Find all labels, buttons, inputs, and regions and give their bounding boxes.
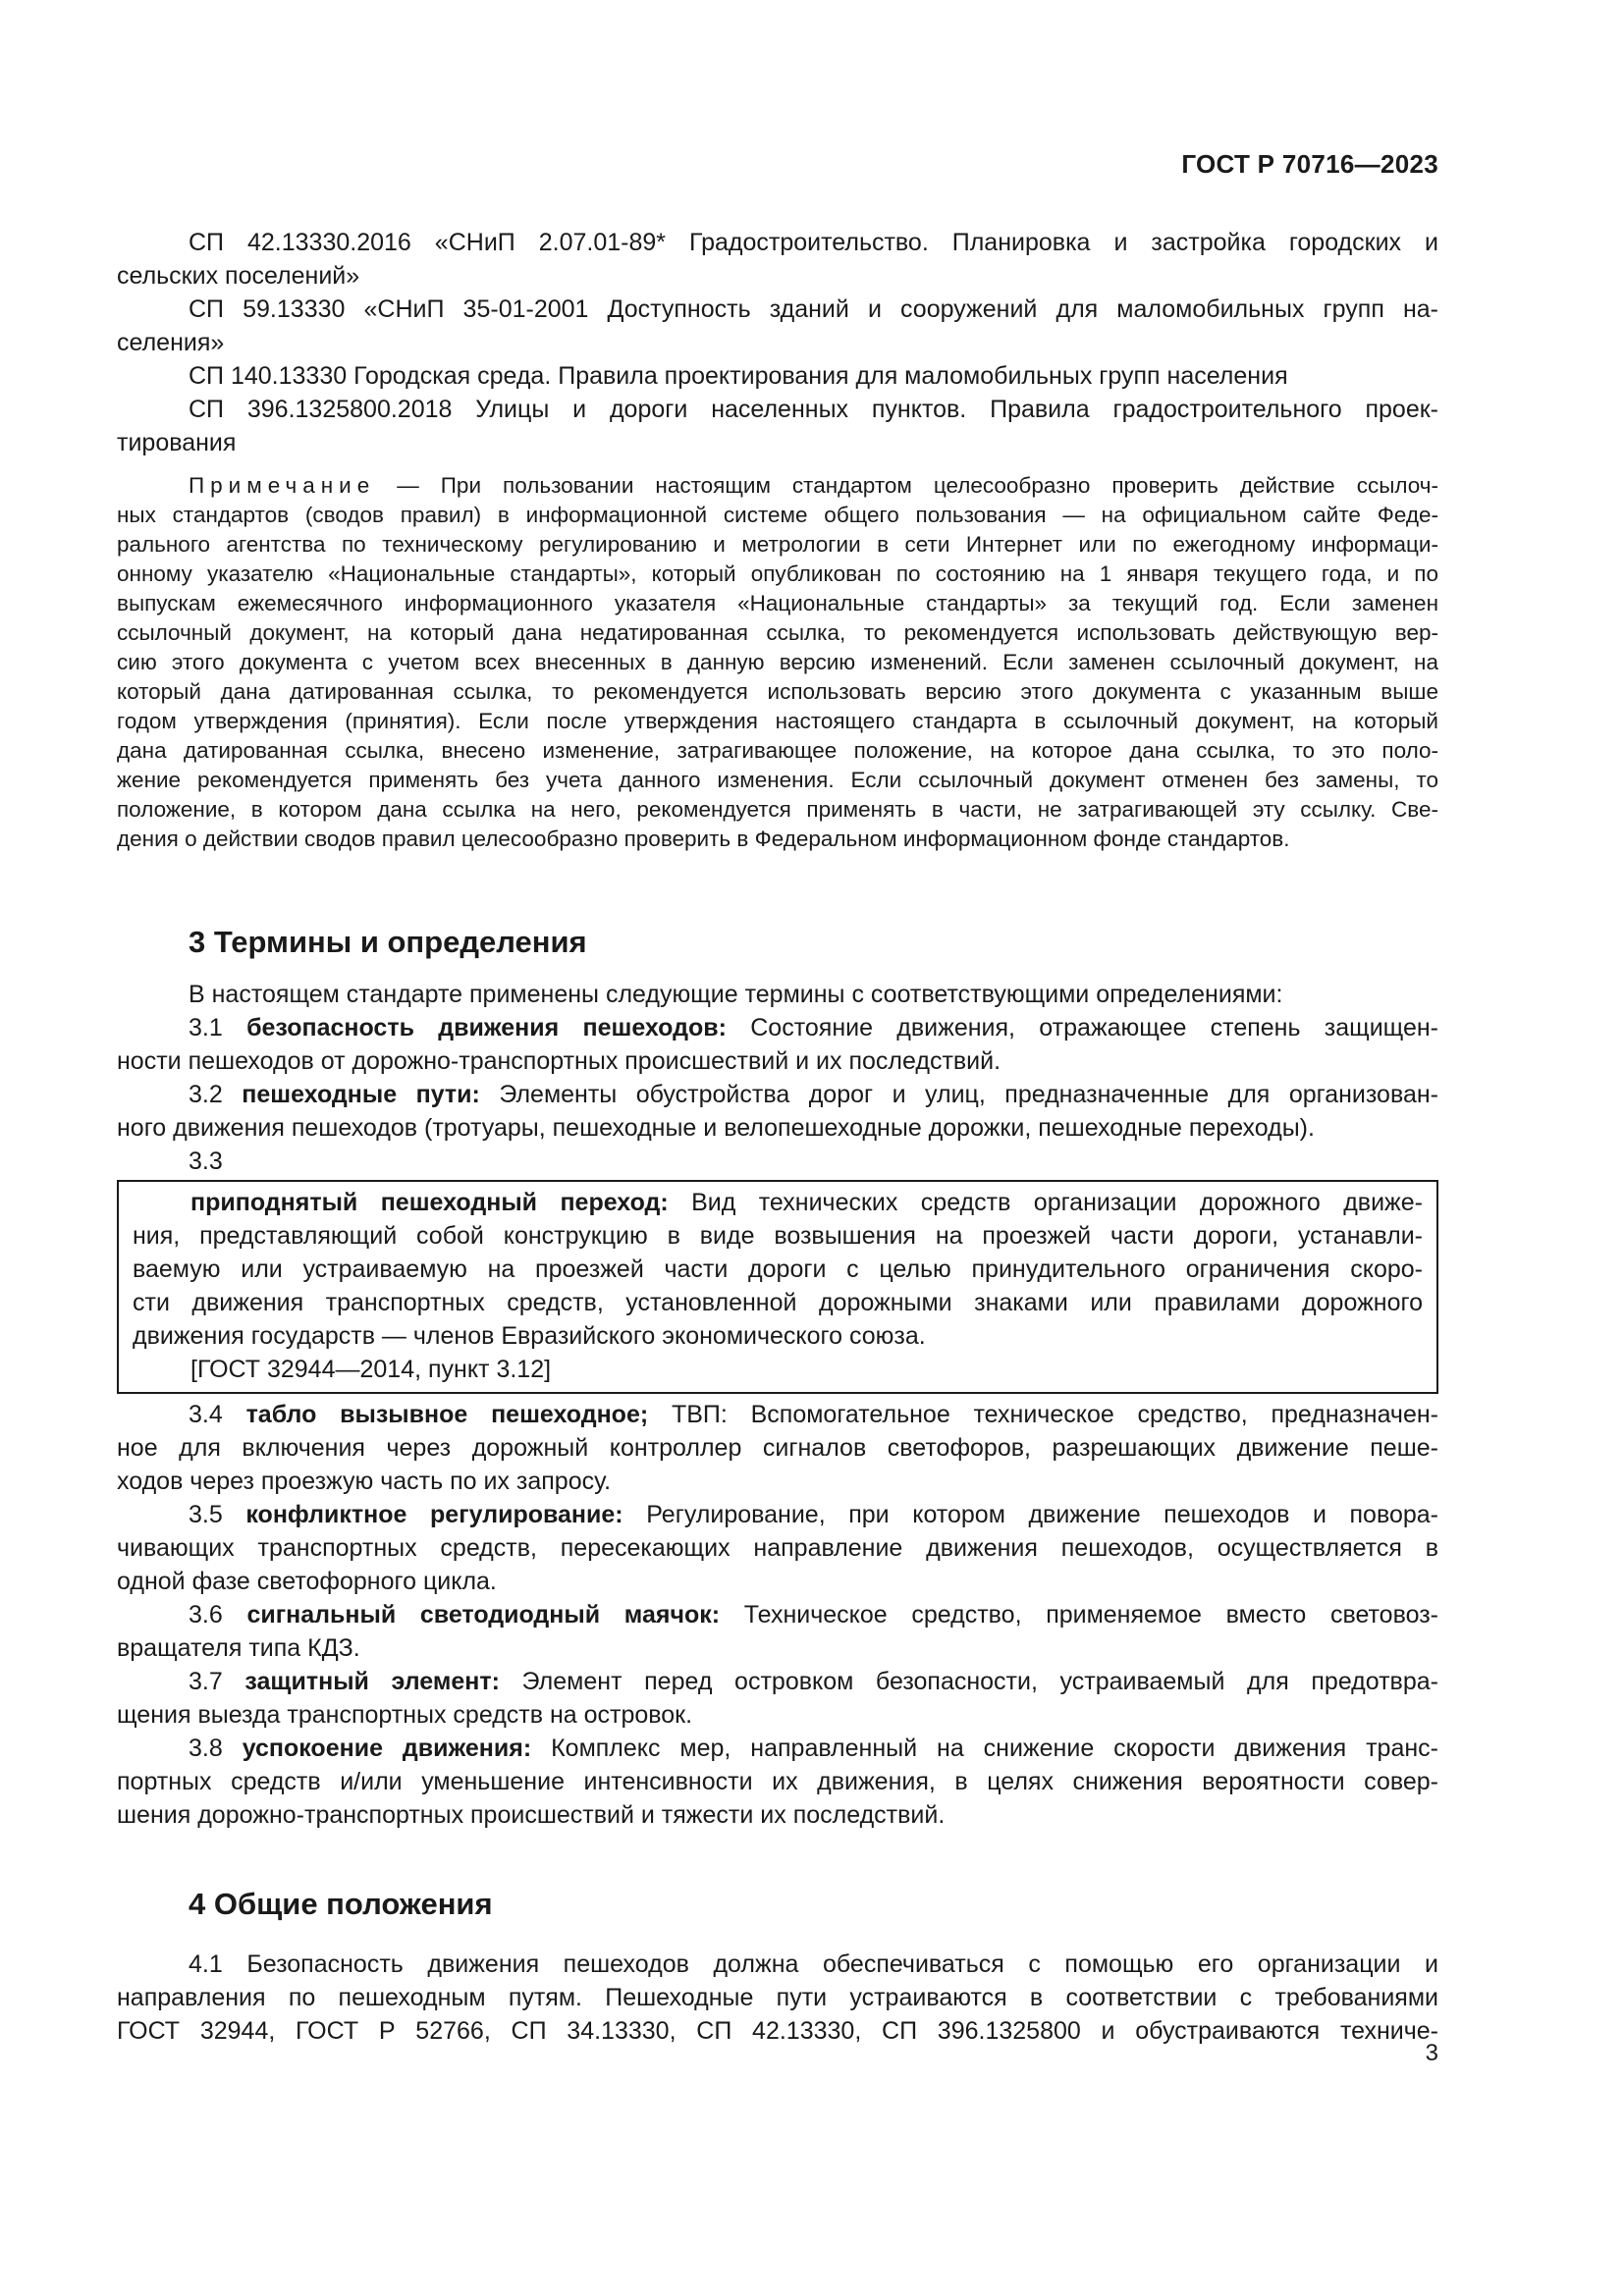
term-3-4: 3.4 табло вызывное пешеходное; ТВП: Вспомогательное техническое средство, предназначен- ное для включения через дорожный контроллер сигналов светофоров, разрешающих движение пеше- ходов через проезжую часть по их запросу. [117, 1401, 1438, 1495]
document-code: ГОСТ Р 70716—2023 [1181, 149, 1438, 179]
references-list [117, 226, 1438, 459]
term-3-3-definition-box: приподнятый пешеходный переход: Вид технических средств организации дорожного движе- ния, представляющий собой конструкцию в виде возвышения на проезжей части дороги, устанавли- ваемую или устраиваемую на проезжей части дороги с целью принудительного ограничения скоро- сти движения транспортных средств, установленной дорожными знаками или правилами дорожного движения государств — членов Евразийского экономического союза. [ГОСТ 32944—2014, пункт 3.12] [117, 1180, 1438, 1394]
term-name: табло вызывное пешеходное; [245, 1401, 649, 1428]
term-3-1: 3.1 безопасность движения пешеходов: Состояние движения, отражающее степень защищен- ности пешеходов от дорожно-транспортных происшествий и их последствий. [117, 1014, 1439, 1075]
term-name: приподнятый пешеходный переход: [190, 1189, 669, 1216]
term-name: безопасность движения пешеходов: [246, 1014, 727, 1041]
note-line: годом утверждения (принятия). Если после утверждения настоящего стандарта в ссылочный документ, на который [117, 709, 1438, 733]
note-line: ных стандартов (сводов правил) в информационной системе общего пользования — на официальном сайте Феде- [117, 503, 1438, 527]
note-line: положение, в котором дана ссылка на него, рекомендуется применять в части, не затрагивающей эту ссылку. Све- [117, 797, 1438, 822]
term-name: защитный элемент: [244, 1668, 500, 1695]
section-3-intro: В настоящем стандарте применены следующие термины с соответствующими определениями: [189, 981, 1283, 1008]
note-line: ссылочный документ, на который дана недатированная ссылка, то рекомендуется использовать действующую вер- [117, 620, 1438, 645]
section-4-body [117, 1948, 1438, 2048]
term-name: конфликтное регулирование: [245, 1501, 623, 1528]
term-source: [ГОСТ 32944—2014, пункт 3.12] [190, 1356, 552, 1383]
term-3-2: 3.2 пешеходные пути: Элементы обустройства дорог и улиц, предназначенные для организован- ного движения пешеходов (тротуары, пешеходные и велопешеходные дорожки, пешеходные переходы). [117, 1081, 1438, 1142]
note-line: рального агентства по техническому регулированию и метрологии в сети Интернет или по ежегодному информаци- [117, 532, 1438, 557]
note-line: жение рекомендуется применять без учета данного изменения. Если ссылочный документ отменен без замены, то [117, 768, 1438, 792]
term-name: сигнальный светодиодный маячок: [246, 1601, 721, 1629]
term-3-5: 3.5 конфликтное регулирование: Регулирование, при котором движение пешеходов и повора- чивающих транспортных средств, пересекающих направление движения пешеходов, осуществляется в одной фазе светофорного цикла. [117, 1501, 1438, 1595]
term-name: успокоение движения: [242, 1735, 532, 1762]
reference-item: СП 140.13330 Городская среда. Правила проектирования для маломобильных групп населения [189, 362, 1288, 390]
note-line: онному указателю «Национальные стандарты», который опубликован по состоянию на 1 января текущего года, и по [117, 561, 1438, 586]
reference-item: СП 59.13330 «СНиП 35-01-2001 Доступность зданий и сооружений для маломобильных групп на- селения» [117, 295, 1438, 356]
note-line: Примечание — При пользовании настоящим стандартом целесообразно проверить действие ссылоч- [189, 473, 1438, 498]
term-3-8: 3.8 успокоение движения: Комплекс мер, направленный на снижение скорости движения транс- портных средств и/или уменьшение интенсивности их движения, в целях снижения вероятности совер- шения дорожно-транспортных происшествий и тяжести их последствий. [117, 1735, 1438, 1829]
term-3-7: 3.7 защитный элемент: Элемент перед островком безопасности, устраиваемый для предотвра- щения выезда транспортных средств на островок. [117, 1668, 1438, 1729]
note-block [117, 471, 1438, 854]
note-line: который дана датированная ссылка, то рекомендуется использовать версию этого документа с указанным выше [117, 679, 1438, 704]
section-3-body [117, 978, 1438, 1832]
section-3-heading: 3 Термины и определения [189, 925, 587, 959]
note-line: выпускам ежемесячного информационного указателя «Национальные стандарты» за текущий год. Если заменен [117, 591, 1438, 615]
section-4-heading: 4 Общие положения [189, 1887, 493, 1921]
note-line: сию этого документа с учетом всех внесенных в данную версию изменений. Если заменен ссылочный документ, на [117, 650, 1438, 674]
reference-item: СП 42.13330.2016 «СНиП 2.07.01-89* Градостроительство. Планировка и застройка городских и сельских поселений» [117, 229, 1438, 290]
term-3-3-number: 3.3 [189, 1148, 223, 1175]
note-label: Примечание [189, 473, 376, 498]
page-number: 3 [1425, 2040, 1438, 2066]
note-line: дения о действии сводов правил целесообразно проверить в Федеральном информационном фонде стандартов. [117, 827, 1290, 851]
paragraph-4-1: 4.1 Безопасность движения пешеходов должна обеспечиваться с помощью его организации и направления по пешеходным путям. Пешеходные пути устраиваются в соответствии с требованиями ГОСТ 32944, ГОСТ Р 52766, СП 34.13330, СП 42.13330, СП 396.1325800 и обустраиваются техниче- [117, 1950, 1438, 2045]
reference-item: СП 396.1325800.2018 Улицы и дороги населенных пунктов. Правила градостроительного проек- тирования [117, 396, 1438, 456]
term-name: пешеходные пути: [242, 1081, 480, 1108]
note-line: дана датированная ссылка, внесено изменение, затрагивающее положение, на которое дана ссылка, то это поло- [117, 738, 1438, 763]
term-3-6: 3.6 сигнальный светодиодный маячок: Техническое средство, применяемое вместо световоз- вращателя типа КДЗ. [117, 1601, 1438, 1662]
